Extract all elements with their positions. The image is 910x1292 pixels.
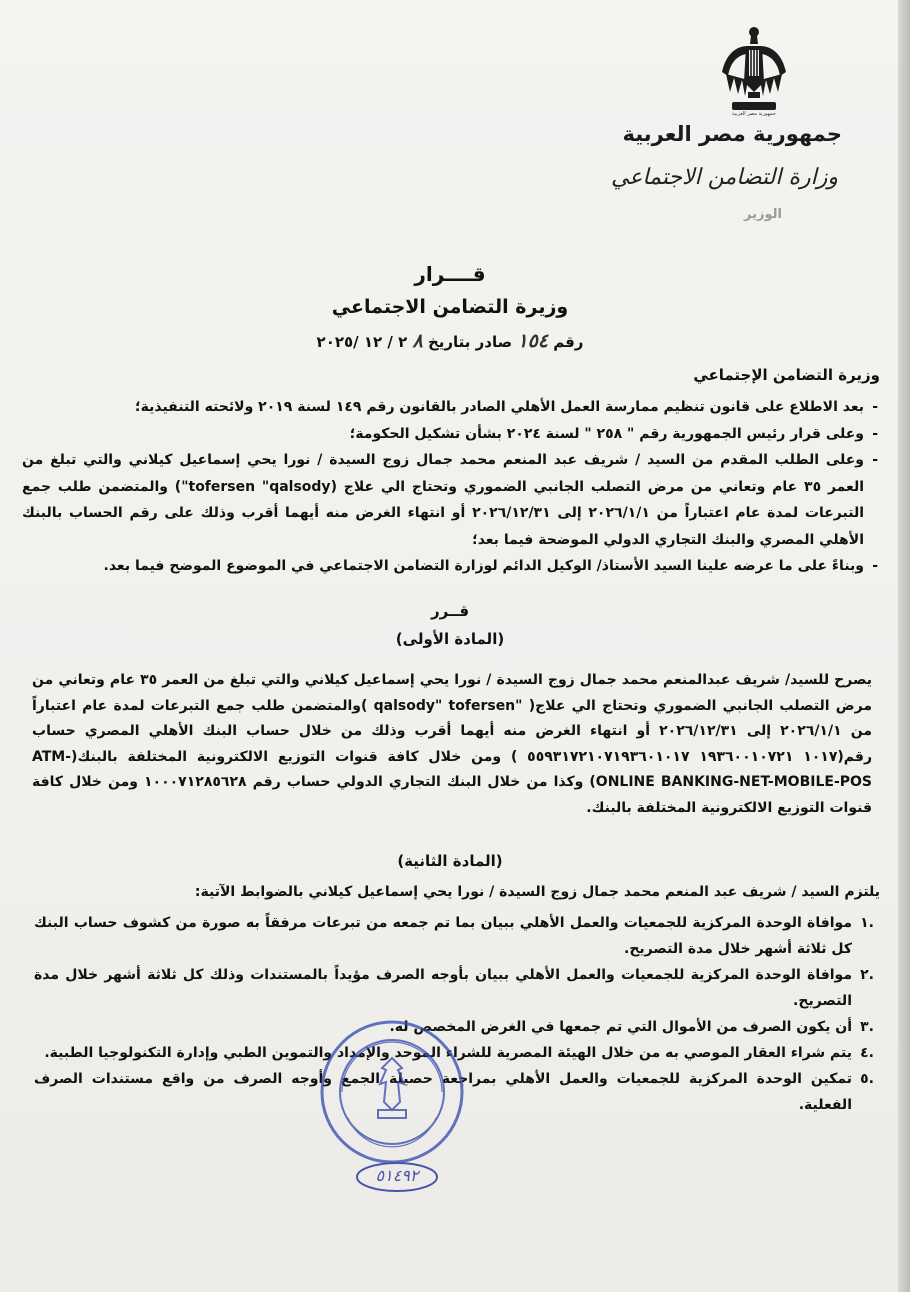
preamble-item: - وعلى قرار رئيس الجمهورية رقم " ٢٥٨ " لسنة ٢٠٢٤ بشأن تشكيل الحكومة؛ (22, 421, 878, 448)
preamble (22, 394, 878, 580)
rule-number: .٥ (860, 1071, 874, 1087)
decree-number-line (0, 330, 900, 352)
article2-heading: (المادة الثانية) (397, 852, 503, 870)
number-prefix: رقم (553, 333, 584, 351)
rule-number: .٢ (860, 967, 874, 983)
rule-item (34, 962, 874, 1014)
official-seal-stamp (318, 1018, 466, 1166)
rule-item (34, 910, 874, 962)
preamble-item: - وبناءً على ما عرضه علينا السيد الأستاذ/ الوكيل الدائم لوزارة التضامن الاجتماعي في الموضوع الموضح فيما بعد. (22, 553, 878, 580)
decree-number: ١٥٤ (517, 330, 548, 352)
preamble-item: - بعد الاطلاع على قانون تنظيم ممارسة العمل الأهلي الصادر بالقانون رقم ١٤٩ لسنة ٢٠١٩ ولائحته التنفيذية؛ (22, 394, 878, 421)
rule-number: .٣ (860, 1019, 874, 1035)
article1-text: يصرح للسيد/ شريف عبدالمنعم محمد جمال زوج السيدة / نورا يحي إسماعيل كيلاني والتي تبلغ من العمر ٣٥ عام وتعاني من مرض التصلب الجانبي الضموري وتحتاج الي علاج( "qalsody" tofersen )والمتضمن طلب جمع التبرعات لمدة عام اعتباراً من ٢٠٢٦/١/١ إلى ٢٠٢٦/١٢/٣١ أو انتهاء الغرض منه أيهما أقرب وذلك من خلال حساب البنك الأهلي المصري حساب رقم(١٠١٧ ١٩٣٦٠٠١٠٧٢١ ٥٥٩٣١٧٢١٠٧١٩٣٦٠١٠١٧ ) ومن خلال كافة قنوات التوزيع الالكترونية المختلفة بالبنك(ATM-ONLINE BANKING-NET-MOBILE-POS) وكذا من خلال البنك التجاري الدولي حساب رقم ١٠٠٠٧١٢٨٥٦٢٨ ومن خلال كافة قنوات التوزيع الالكترونية المختلفة بالبنك. (32, 672, 873, 816)
article1-heading: (المادة الأولى) (395, 630, 505, 648)
rule-text: يتم شراء العقار الموصي به من خلال الهيئة المصرية للشراء الموحد والإمداد والتموين الطبي وإدارة التكنولوجيا الطبية. (44, 1045, 852, 1061)
decree-issuer: وزيرة التضامن الاجتماعي (331, 296, 569, 318)
decree-title: قــــرار (414, 262, 486, 286)
decision-heading: قــرر (430, 602, 470, 620)
republic-name: جمهورية مصر العربية (622, 122, 842, 146)
rule-number: .١ (860, 915, 874, 931)
date-prefix: صادر بتاريخ (427, 333, 513, 351)
rule-text: تمكين الوحدة المركزية للجمعيات والعمل الأهلي بمراجعة حصيلة الجمع وأوجه الصرف من واقع مستندات الصرف الفعلية. (34, 1071, 852, 1113)
emblem-caption: جمهورية مصر العربية (732, 111, 776, 117)
article2-intro: يلتزم السيد / شريف عبد المنعم محمد جمال زوج السيدة / نورا يحي إسماعيل كيلاني بالضوابط الآتية: (194, 884, 880, 900)
rule-number: .٤ (860, 1045, 874, 1061)
rule-text: أن يكون الصرف من الأموال التي تم جمعها في الغرض المخصص له. (389, 1019, 852, 1035)
serial-number: ٥١٤٩٢ (375, 1166, 419, 1185)
rule-text: موافاة الوحدة المركزية للجمعيات والعمل الأهلي ببيان بأوجه الصرف مؤيداً بالمستندات وذلك كل ثلاثة أشهر خلال مدة التصريح. (34, 967, 852, 1009)
rule-text: موافاة الوحدة المركزية للجمعيات والعمل الأهلي ببيان بما تم جمعه من تبرعات مرفقاً به صورة من كشوف حساب البنك كل ثلاثة أشهر خلال مدة التصريح. (34, 915, 852, 957)
preamble-item: - وعلى الطلب المقدم من السيد / شريف عبد المنعم محمد جمال زوج السيدة / نورا يحي إسماعيل كيلاني والتي تبلغ من العمر ٣٥ عام وتعاني من مرض التصلب الجانبي الضموري وتحتاج الي علاج (tofersen "qalsody") والمتضمن طلب جمع التبرعات لمدة عام اعتباراً من ٢٠٢٦/١/١ إلى ٢٠٢٦/١٢/٣١ أو انتهاء الغرض منه أيهما أقرب وذلك على رقم الحساب بالبنك الأهلي المصري والبنك التجاري الدولي الموضحة فيما بعد؛ (22, 447, 878, 553)
minister-label: الوزير (744, 207, 782, 222)
date-day: ٨ (412, 330, 423, 352)
ministry-heading: وزيرة التضامن الإجتماعي (693, 366, 880, 384)
decree-date: ٢ / ١٢ /٢٠٢٥ (316, 333, 408, 351)
ministry-name: وزارة التضامن الاجتماعي (610, 165, 838, 190)
serial-number-stamp (354, 1160, 440, 1194)
eagle-emblem-icon (718, 22, 790, 114)
